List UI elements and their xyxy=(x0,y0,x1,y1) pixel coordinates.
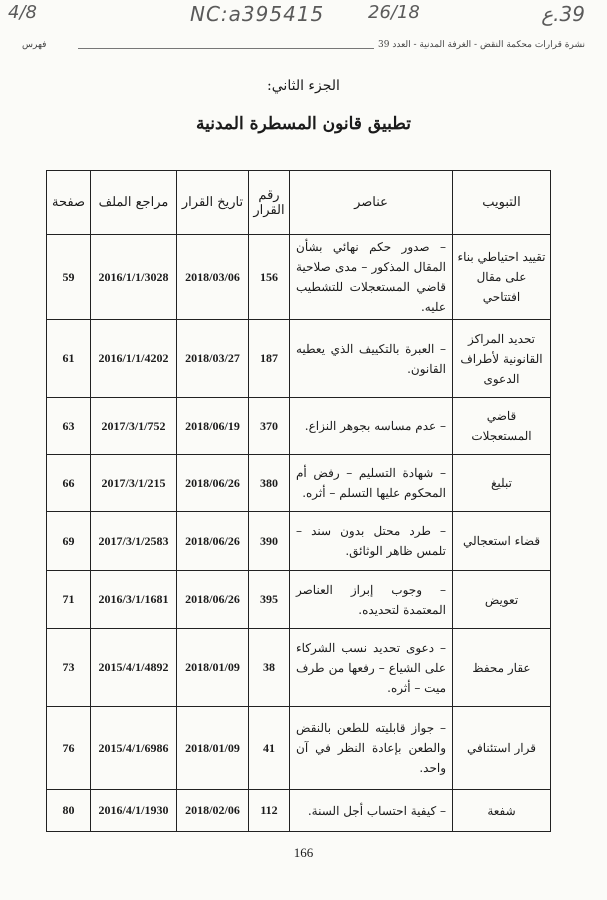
table-row xyxy=(47,235,551,320)
cell-number: 38 xyxy=(249,629,290,707)
cell-elements: – كيفية احتساب أجل السنة. xyxy=(290,790,453,832)
table-row xyxy=(47,571,551,629)
cell-page: 80 xyxy=(47,790,91,832)
cell-category: عقار محفظ xyxy=(453,629,551,707)
cell-category: شفعة xyxy=(453,790,551,832)
table-row xyxy=(47,629,551,707)
cell-elements: – شهادة التسليم – رفض أم المحكوم عليها التسلم – أثره. xyxy=(290,455,453,512)
handwritten-date-note: 26/18 xyxy=(368,2,420,23)
cell-date: 2018/06/19 xyxy=(177,398,249,455)
cell-category: قرار استئنافي xyxy=(453,707,551,790)
cell-category: تحديد المراكز القانونية لأطراف الدعوى xyxy=(453,320,551,398)
header-decision-date: تاريخ القرار xyxy=(177,171,249,235)
cell-category: قضاء استعجالي xyxy=(453,512,551,571)
header-section-label: فهرس xyxy=(22,40,47,50)
cell-number: 41 xyxy=(249,707,290,790)
cell-page: 73 xyxy=(47,629,91,707)
table-row xyxy=(47,398,551,455)
cell-number: 395 xyxy=(249,571,290,629)
cell-number: 112 xyxy=(249,790,290,832)
cell-elements: – عدم مساسه بجوهر النزاع. xyxy=(290,398,453,455)
cell-page: 59 xyxy=(47,235,91,320)
cell-number: 187 xyxy=(249,320,290,398)
table-row xyxy=(47,512,551,571)
cell-file: 2015/4/1/6986 xyxy=(91,707,177,790)
cell-category: تبليغ xyxy=(453,455,551,512)
header-running-title: نشرة قرارات محكمة النقض - الغرفة المدنية - العدد 39 xyxy=(374,40,585,50)
cell-date: 2018/01/09 xyxy=(177,629,249,707)
cell-elements: – جواز قابليته للطعن بالنقض والطعن بإعادة النظر في آن واحد. xyxy=(290,707,453,790)
cell-file: 2017/3/1/752 xyxy=(91,398,177,455)
table-row xyxy=(47,455,551,512)
header-decision-number: رقم القرار xyxy=(249,171,290,235)
part-title: الجزء الثاني: xyxy=(267,78,340,94)
cell-number: 156 xyxy=(249,235,290,320)
cell-date: 2018/01/09 xyxy=(177,707,249,790)
cell-file: 2015/4/1/4892 xyxy=(91,629,177,707)
cell-file: 2016/1/1/4202 xyxy=(91,320,177,398)
cell-page: 76 xyxy=(47,707,91,790)
cell-file: 2017/3/1/2583 xyxy=(91,512,177,571)
cell-elements: – العبرة بالتكييف الذي يعطيه القانون. xyxy=(290,320,453,398)
table-row xyxy=(47,320,551,398)
cell-page: 71 xyxy=(47,571,91,629)
cell-page: 66 xyxy=(47,455,91,512)
cell-file: 2016/1/1/3028 xyxy=(91,235,177,320)
header-page: صفحة xyxy=(47,171,91,235)
cell-elements: – وجوب إبراز العناصر المعتمدة لتحديده. xyxy=(290,571,453,629)
cell-elements: – طرد محتل بدون سند – تلمس ظاهر الوثائق. xyxy=(290,512,453,571)
cell-elements: – صدور حكم نهائي بشأن المقال المذكور – مدى صلاحية قاضي المستعجلات للتشطيب عليه. xyxy=(290,235,453,320)
cell-elements: – دعوى تحديد نسب الشركاء على الشياع – رفعها من طرف ميت – أثره. xyxy=(290,629,453,707)
page-title: تطبيق قانون المسطرة المدنية xyxy=(196,114,411,134)
header-file-ref: مراجع الملف xyxy=(91,171,177,235)
cell-date: 2018/03/27 xyxy=(177,320,249,398)
cell-date: 2018/06/26 xyxy=(177,512,249,571)
cell-file: 2017/3/1/215 xyxy=(91,455,177,512)
cell-file: 2016/3/1/1681 xyxy=(91,571,177,629)
cell-file: 2016/4/1/1930 xyxy=(91,790,177,832)
cell-page: 61 xyxy=(47,320,91,398)
cell-number: 370 xyxy=(249,398,290,455)
cell-date: 2018/06/26 xyxy=(177,455,249,512)
cell-date: 2018/03/06 xyxy=(177,235,249,320)
cell-number: 380 xyxy=(249,455,290,512)
header-elements: عناصر xyxy=(290,171,453,235)
cell-page: 63 xyxy=(47,398,91,455)
handwritten-ref-note: 39.ع xyxy=(541,2,585,26)
handwritten-page-note: 4/8 xyxy=(8,2,37,23)
cell-category: تعويض xyxy=(453,571,551,629)
header-category: التبويب xyxy=(453,171,551,235)
cell-date: 2018/06/26 xyxy=(177,571,249,629)
cell-page: 69 xyxy=(47,512,91,571)
cell-category: قاضي المستعجلات xyxy=(453,398,551,455)
table-header-row xyxy=(47,171,551,235)
table-row xyxy=(47,707,551,790)
index-table xyxy=(46,170,551,832)
cell-number: 390 xyxy=(249,512,290,571)
handwritten-nc-note: NC:a395415 xyxy=(190,2,325,26)
table-row xyxy=(47,790,551,832)
cell-date: 2018/02/06 xyxy=(177,790,249,832)
page-number: 166 xyxy=(293,845,314,860)
cell-category: تقييد احتياطي بناء على مقال افتتاحي xyxy=(453,235,551,320)
